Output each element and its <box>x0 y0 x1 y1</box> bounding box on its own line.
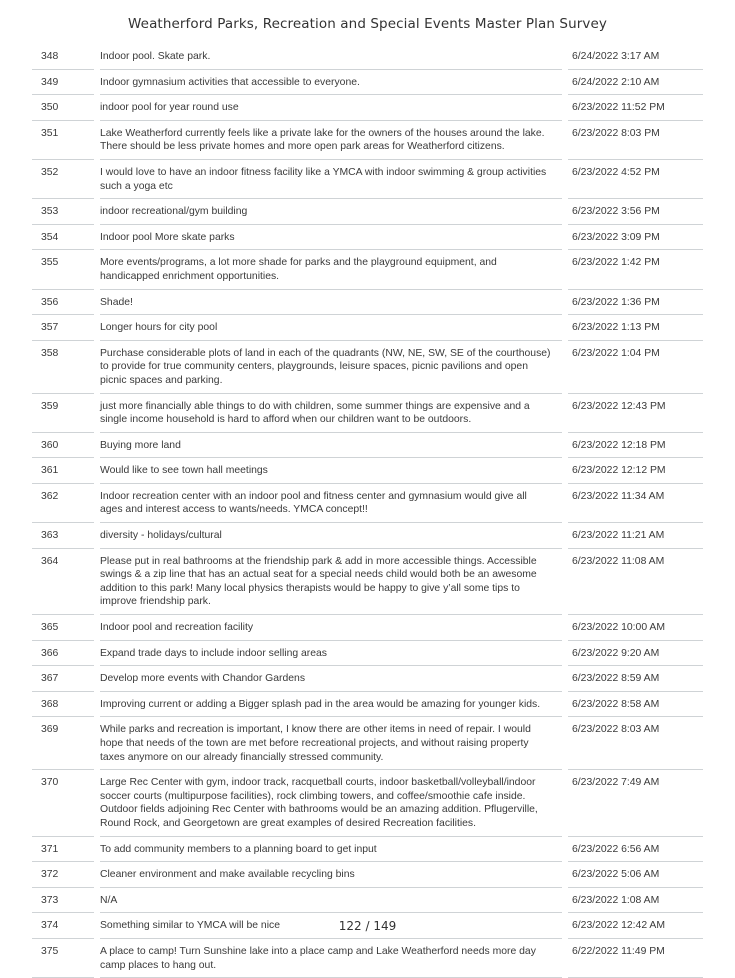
response-date: 6/23/2022 12:12 PM <box>568 458 703 484</box>
table-row <box>32 837 703 863</box>
response-text: Something similar to YMCA will be nice <box>100 913 562 939</box>
table-row <box>32 433 703 459</box>
response-number: 356 <box>32 290 94 316</box>
response-date: 6/23/2022 12:43 PM <box>568 394 703 433</box>
response-date: 6/23/2022 11:52 PM <box>568 95 703 121</box>
table-row <box>32 770 703 836</box>
response-text: A place to camp! Turn Sunshine lake into a place camp and Lake Weatherford needs more day camp places to hang out. <box>100 939 562 978</box>
response-number: 355 <box>32 250 94 289</box>
response-text: Indoor pool and recreation facility <box>100 615 562 641</box>
response-date: 6/23/2022 1:42 PM <box>568 250 703 289</box>
response-date: 6/23/2022 3:56 PM <box>568 199 703 225</box>
response-date: 6/23/2022 11:21 AM <box>568 523 703 549</box>
responses-table <box>32 44 703 978</box>
response-number: 364 <box>32 549 94 615</box>
page-title: Weatherford Parks, Recreation and Special Events Master Plan Survey <box>128 16 607 32</box>
response-text: Expand trade days to include indoor selling areas <box>100 641 562 667</box>
response-date: 6/23/2022 11:08 AM <box>568 549 703 615</box>
page-indicator: 122 / 149 <box>338 919 397 933</box>
table-row <box>32 225 703 251</box>
table-row <box>32 315 703 341</box>
response-number: 361 <box>32 458 94 484</box>
table-row <box>32 692 703 718</box>
response-number: 359 <box>32 394 94 433</box>
table-row <box>32 341 703 394</box>
response-text: Cleaner environment and make available recycling bins <box>100 862 562 888</box>
table-row <box>32 523 703 549</box>
response-number: 358 <box>32 341 94 394</box>
response-text: Buying more land <box>100 433 562 459</box>
response-text: I would love to have an indoor fitness facility like a YMCA with indoor swimming & group activities such a yoga etc <box>100 160 562 199</box>
response-text: Indoor recreation center with an indoor pool and fitness center and gymnasium would give all ages and interest access to wants/needs. YMCA concept!! <box>100 484 562 523</box>
table-row <box>32 939 703 978</box>
response-text: Develop more events with Chandor Gardens <box>100 666 562 692</box>
response-text: Large Rec Center with gym, indoor track, racquetball courts, indoor basketball/volleyball/indoor soccer courts (multipurpose facilities), rock climbing towers, and coffee/smoothie cafe inside. Outdoor fields adjoining Rec Center with bathrooms would be an amazing addition. Pflugerville, Round Rock, and Georgetown are great examples of desired Recreation facilities. <box>100 770 562 836</box>
response-date: 6/24/2022 2:10 AM <box>568 70 703 96</box>
response-text: Indoor pool. Skate park. <box>100 44 562 70</box>
response-number: 371 <box>32 837 94 863</box>
response-date: 6/23/2022 10:00 AM <box>568 615 703 641</box>
response-date: 6/23/2022 5:06 AM <box>568 862 703 888</box>
response-text: Please put in real bathrooms at the friendship park & add in more accessible things. Accessible swings & a zip line that has an actual seat for a special needs child would both be an awesome addition to this park! Many local physics therapists would be happy to give y’all some tips to improve friendship park. <box>100 549 562 615</box>
response-number: 369 <box>32 717 94 770</box>
response-date: 6/23/2022 12:42 AM <box>568 913 703 939</box>
response-date: 6/23/2022 11:34 AM <box>568 484 703 523</box>
response-date: 6/23/2022 9:20 AM <box>568 641 703 667</box>
response-text: To add community members to a planning board to get input <box>100 837 562 863</box>
response-text: While parks and recreation is important, I know there are other items in need of repair. I would hope that needs of the town are met before recreational projects, and without raising property taxes anymore on our already financially stressed community. <box>100 717 562 770</box>
table-row <box>32 199 703 225</box>
response-number: 351 <box>32 121 94 160</box>
table-row <box>32 484 703 523</box>
response-number: 368 <box>32 692 94 718</box>
response-number: 362 <box>32 484 94 523</box>
response-number: 348 <box>32 44 94 70</box>
response-text: indoor pool for year round use <box>100 95 562 121</box>
table-row <box>32 717 703 770</box>
response-number: 373 <box>32 888 94 914</box>
response-text: Shade! <box>100 290 562 316</box>
table-row <box>32 888 703 914</box>
table-row <box>32 44 703 70</box>
response-number: 375 <box>32 939 94 978</box>
response-date: 6/24/2022 3:17 AM <box>568 44 703 70</box>
response-date: 6/23/2022 1:04 PM <box>568 341 703 394</box>
response-number: 372 <box>32 862 94 888</box>
response-number: 350 <box>32 95 94 121</box>
response-date: 6/23/2022 4:52 PM <box>568 160 703 199</box>
response-text: Lake Weatherford currently feels like a private lake for the owners of the houses around the lake. There should be less private homes and more open park areas for Weatherford citizens. <box>100 121 562 160</box>
response-text: N/A <box>100 888 562 914</box>
table-row <box>32 641 703 667</box>
response-number: 360 <box>32 433 94 459</box>
table-row <box>32 70 703 96</box>
response-number: 363 <box>32 523 94 549</box>
table-row <box>32 160 703 199</box>
response-date: 6/22/2022 11:49 PM <box>568 939 703 978</box>
response-date: 6/23/2022 7:49 AM <box>568 770 703 836</box>
response-number: 357 <box>32 315 94 341</box>
table-row <box>32 862 703 888</box>
response-number: 365 <box>32 615 94 641</box>
response-date: 6/23/2022 12:18 PM <box>568 433 703 459</box>
table-row <box>32 615 703 641</box>
response-date: 6/23/2022 6:56 AM <box>568 837 703 863</box>
response-date: 6/23/2022 8:03 AM <box>568 717 703 770</box>
response-date: 6/23/2022 1:13 PM <box>568 315 703 341</box>
response-number: 370 <box>32 770 94 836</box>
response-text: Longer hours for city pool <box>100 315 562 341</box>
response-number: 352 <box>32 160 94 199</box>
table-row <box>32 394 703 433</box>
response-text: Improving current or adding a Bigger splash pad in the area would be amazing for younger kids. <box>100 692 562 718</box>
response-date: 6/23/2022 8:58 AM <box>568 692 703 718</box>
response-date: 6/23/2022 3:09 PM <box>568 225 703 251</box>
table-row <box>32 458 703 484</box>
response-date: 6/23/2022 1:08 AM <box>568 888 703 914</box>
response-text: More events/programs, a lot more shade for parks and the playground equipment, and handicapped enrichment opportunities. <box>100 250 562 289</box>
response-number: 354 <box>32 225 94 251</box>
response-number: 349 <box>32 70 94 96</box>
response-text: Purchase considerable plots of land in each of the quadrants (NW, NE, SW, SE of the courthouse) to provide for true community centers, playgrounds, leisure spaces, picnic pavilions and open picnic spaces and parking. <box>100 341 562 394</box>
table-row <box>32 666 703 692</box>
response-number: 374 <box>32 913 94 939</box>
response-text: Indoor gymnasium activities that accessible to everyone. <box>100 70 562 96</box>
response-date: 6/23/2022 8:59 AM <box>568 666 703 692</box>
table-row <box>32 250 703 289</box>
response-number: 353 <box>32 199 94 225</box>
response-text: Would like to see town hall meetings <box>100 458 562 484</box>
response-number: 367 <box>32 666 94 692</box>
table-row <box>32 95 703 121</box>
response-number: 366 <box>32 641 94 667</box>
response-text: indoor recreational/gym building <box>100 199 562 225</box>
response-text: Indoor pool More skate parks <box>100 225 562 251</box>
response-text: diversity - holidays/cultural <box>100 523 562 549</box>
response-date: 6/23/2022 1:36 PM <box>568 290 703 316</box>
table-row <box>32 290 703 316</box>
table-row <box>32 121 703 160</box>
response-text: just more financially able things to do with children, some summer things are expensive and a single income household is hard to afford when our children want to be outdoors. <box>100 394 562 433</box>
table-row <box>32 549 703 615</box>
response-date: 6/23/2022 8:03 PM <box>568 121 703 160</box>
